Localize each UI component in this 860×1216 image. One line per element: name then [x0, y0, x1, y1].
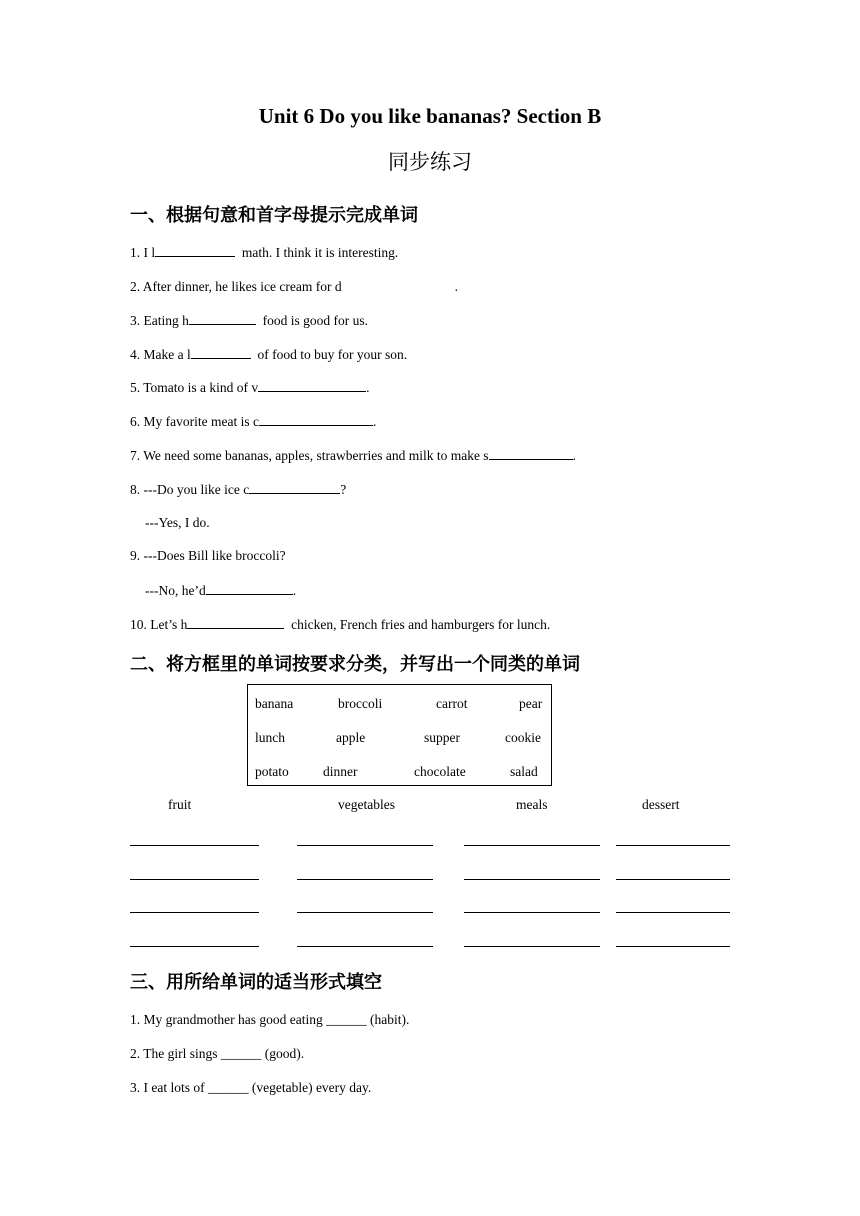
answer-blank[interactable]	[187, 616, 284, 629]
question-7-text: 7. We need some bananas, apples, strawberries and milk to make s	[130, 448, 489, 463]
word-item: salad	[510, 764, 538, 779]
worksheet-subtitle: 同步练习	[388, 150, 472, 174]
question-4-text: 4. Make a l	[130, 347, 191, 362]
question-10-tail: chicken, French fries and hamburgers for lunch.	[284, 617, 551, 632]
category-fruit: fruit	[168, 797, 192, 812]
category-vegetables: vegetables	[338, 797, 395, 812]
question-9-answer	[145, 582, 296, 599]
worksheet-title: Unit 6 Do you like bananas? Section B	[258, 104, 602, 128]
word-item: lunch	[255, 730, 285, 745]
question-7	[130, 447, 576, 464]
word-item: dinner	[323, 764, 358, 779]
word-item: broccoli	[338, 696, 383, 711]
question-3-tail: food is good for us.	[255, 313, 368, 328]
question-1	[130, 244, 398, 261]
question-10-text: 10. Let’s h	[130, 617, 188, 632]
answer-blank[interactable]	[249, 481, 340, 494]
word-item: carrot	[436, 696, 468, 711]
answer-line[interactable]	[464, 879, 600, 880]
answer-line[interactable]	[464, 946, 600, 947]
question-6	[130, 413, 376, 430]
word-item: pear	[519, 696, 543, 711]
answer-line[interactable]	[297, 946, 433, 947]
answer-line[interactable]	[464, 845, 600, 846]
section1-heading: 一、根据句意和首字母提示完成单词	[130, 205, 418, 226]
question-8-answer: ---Yes, I do.	[145, 515, 210, 530]
word-item: cookie	[505, 730, 541, 745]
section3-heading: 三、用所给单词的适当形式填空	[130, 972, 382, 993]
word-item: banana	[255, 696, 294, 711]
answer-blank[interactable]	[155, 244, 235, 257]
category-dessert: dessert	[642, 797, 680, 812]
fill-question-2: 2. The girl sings ______ (good).	[130, 1046, 305, 1061]
question-2-text: 2. After dinner, he likes ice cream for d	[130, 279, 342, 294]
word-item: potato	[255, 764, 289, 779]
answer-line[interactable]	[130, 845, 259, 846]
fill-question-1: 1. My grandmother has good eating ______ (habit).	[130, 1012, 410, 1027]
question-4	[130, 346, 407, 363]
question-2-tail: .	[454, 279, 458, 294]
question-3	[130, 312, 368, 329]
question-9-answer-text: ---No, he’d	[145, 583, 206, 598]
fill-question-3: 3. I eat lots of ______ (vegetable) every day.	[130, 1080, 372, 1095]
answer-line[interactable]	[616, 946, 730, 947]
answer-line[interactable]	[616, 912, 730, 913]
question-9-answer-tail: .	[292, 583, 297, 598]
question-6-tail: .	[372, 414, 377, 429]
answer-line[interactable]	[297, 845, 433, 846]
question-1-tail: math. I think it is interesting.	[235, 245, 399, 260]
answer-line[interactable]	[616, 845, 730, 846]
question-7-tail: .	[572, 448, 576, 463]
question-10	[130, 616, 550, 633]
question-4-tail: of food to buy for your son.	[250, 347, 408, 362]
answer-blank[interactable]	[489, 447, 573, 460]
answer-blank[interactable]	[206, 582, 293, 595]
word-item: apple	[336, 730, 366, 745]
question-8-text: 8. ---Do you like ice c	[130, 482, 250, 497]
question-3-text: 3. Eating h	[130, 313, 189, 328]
answer-blank[interactable]	[191, 346, 251, 359]
answer-line[interactable]	[616, 879, 730, 880]
answer-blank[interactable]	[189, 312, 256, 325]
answer-line[interactable]	[130, 879, 259, 880]
answer-line[interactable]	[130, 912, 259, 913]
answer-blank[interactable]	[342, 278, 455, 291]
answer-line[interactable]	[464, 912, 600, 913]
question-5-tail: .	[366, 380, 370, 395]
question-9: 9. ---Does Bill like broccoli?	[130, 548, 286, 563]
word-box	[247, 684, 552, 786]
question-8-tail: ?	[340, 482, 347, 497]
section2-heading: 二、将方框里的单词按要求分类，并写出一个同类的单词	[130, 654, 580, 675]
answer-line[interactable]	[297, 879, 433, 880]
answer-line[interactable]	[130, 946, 259, 947]
category-meals: meals	[516, 797, 548, 812]
question-2	[130, 278, 458, 295]
question-5-text: 5. Tomato is a kind of v	[130, 380, 259, 395]
answer-blank[interactable]	[258, 379, 366, 392]
question-1-text: 1. I l	[130, 245, 156, 260]
question-6-text: 6. My favorite meat is c	[130, 414, 259, 429]
word-item: supper	[424, 730, 460, 745]
answer-blank[interactable]	[259, 413, 373, 426]
question-5	[130, 379, 370, 396]
word-item: chocolate	[414, 764, 466, 779]
question-8	[130, 481, 346, 498]
answer-line[interactable]	[297, 912, 433, 913]
